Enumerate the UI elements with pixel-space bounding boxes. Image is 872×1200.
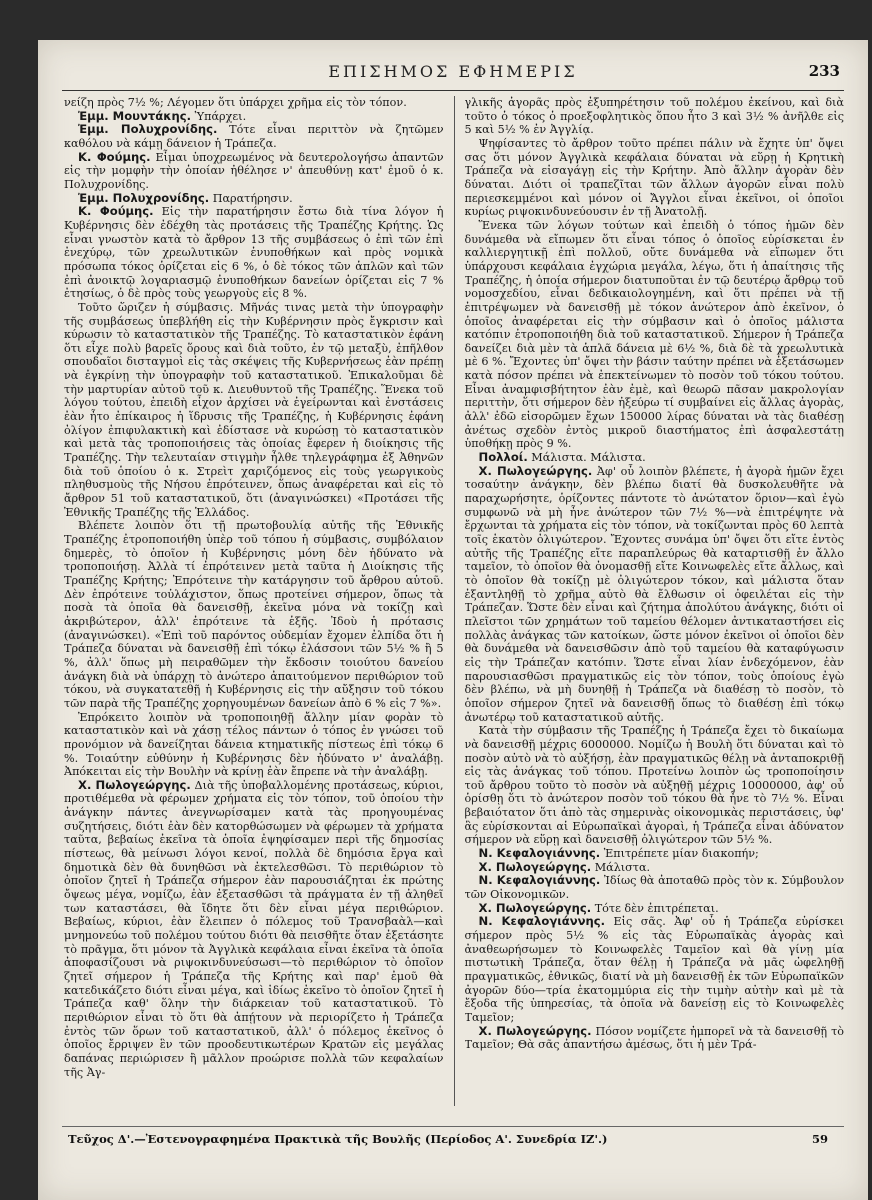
paragraph-text: Ἰδίως θὰ ἀποταθῶ πρὸς τὸν κ. Σύμβουλον τῶν Οἰκονομικῶν. [464,874,844,902]
paragraph [465,465,845,724]
column-divider [454,96,455,1106]
paragraph [465,96,845,137]
paragraph [465,724,845,847]
paragraph-text: Διὰ τῆς ὑποβαλλομένης προτάσεως, κύριοι, προτιθέμεθα νὰ φέρωμεν χρήματα εἰς τὸν τόπον, τοῦ ὁποίου τὴν ἀνάγκην πάντες ἀνεγνωρίσαμεν κατὰ τὰς προηγουμένας συζητήσεις, διότι ἐὰν δὲν κατορθώσωμεν νὰ φέρωμεν τὰ χρήματα ταῦτα, βεβαίως ἐκεῖνα τὰ ὁποῖα ἐψηφίσαμεν περὶ τῆς δημοσίας πίστεως, θὰ μείνωσι λόγοι κενοί, πολλὰ δὲ δημόσια ἔργα καὶ δημοτικὰ δὲν θὰ δυνηθῶσι νὰ ἐκτελεσθῶσι. Τὸ περιθώριον τὸ ὁποῖον ζητεῖ ἡ Τράπεζα σήμερον ἐὰν παρουσιάζηται ἐκ πρώτης ὄψεως μέγα, νομίζω, ἐὰν ἐξετασθῶσι τὰ πράγματα ἐν τῇ ἀληθεῖ των καταστάσει, θὰ ἴδητε ὅτι δὲν εἶναι μέγα περιθώριον. Βεβαίως, κύριοι, ἐὰν ἔλειπεν ὁ πόλεμος τοῦ Τρανσβαὰλ—καὶ μνημονεύω τοῦ πολέμου τούτου διότι θὰ πεισθῆτε ὅταν ἐξετάσητε τὸ πρᾶγμα, ὅτι μόνον τὰ Ἀγγλικὰ κεφάλαια εἶναι ἐκεῖνα τὰ ὁποῖα ἀποφασίζουσι νὰ ριψοκινδυνεύσωσι—τὸ περιθώριον τὸ ὁποῖον ζητεῖ σήμερον ἡ Τράπεζα τῆς Κρήτης καὶ παρ' ἐμοῦ θὰ κατεδικάζετο διότι εἶναι μέγα, καὶ ἰδίως ἐκεῖνο τὸ ὁποῖον ζητεῖ ἡ Τράπεζα καθ' ὅλην τὴν διάρκειαν τοῦ καταστατικοῦ. Τὸ περιθώριον εἶναι τὸ ὅτι θὰ ἀπῄτουν νὰ περιορίζετο ἡ Τράπεζα ἐντὸς τῶν ὅρων τοῦ καταστατικοῦ, ἀλλ' ὁ πόλεμος ἐκεῖνος ὁ ὁποῖος ἔρριψεν ἓν τῶν προοδευτικωτέρων Κρατῶν εἰς μεγάλας δαπάνας περιώρισεν ἢ μᾶλλον προώρισε πολλὰ τῶν κεφαλαίων τῆς Ἀγ- [64,778,444,1079]
paragraph-text: Ἐπιτρέπετε μίαν διακοπήν; [603,847,759,861]
paragraph-text: Πόσον νομίζετε ἠμπορεῖ νὰ τὰ δανεισθῇ τὸ Ταμεῖον; Θὰ σᾶς ἀπαντήσω ἀμέσως, ὅτι ἡ μὲν Τρά- [464,1024,844,1052]
left-column [64,96,444,1106]
page [38,40,868,1200]
paragraph-text: Ἀφ' οὗ λοιπὸν βλέπετε, ἡ ἀγορὰ ἡμῶν ἔχει τοσαύτην ἀνάγκην, δὲν βλέπω διατί θὰ δυσκολευθῆτε νὰ παραχωρήσητε, ὁρίζοντες πάντοτε τὸ ἀνώτατον ὅριον—καὶ ἐγὼ συμφωνῶ νὰ μὴ ἦνε ἀνώτερον τῶν 7½ %—νὰ ἐπιτρέψητε νὰ ἔρχωνται τὰ χρήματα εἰς τὸν τόπον, νὰ τοκίζωνται πρὸς 60 λεπτὰ τοῖς ἑκατὸν ὀλιγώτερον. Ἔχοντες συνάμα ὑπ' ὄψει ὅτι εἴτε ἐντὸς αὐτῆς τῆς Τραπέζης εἴτε παραπλεύρως θὰ καταρτισθῇ ἐν ἄλλο ταμεῖον, τὸ ὁποῖον θὰ ὀνομασθῇ εἴτε Κοινωφελὲς εἴτε ἄλλως, καὶ τὸ ὁποῖον θὰ τοκίζῃ μὲ ὀλιγώτερον τόκον, καὶ μάλιστα ὅταν ἐξαντληθῇ τὸ χρῆμα αὐτὸ θὰ ἔλθωσιν οἱ ὀφειλέται εἰς τὴν Τράπεζαν. Ὥστε δὲν εἶναι καὶ ζήτημα ἀπολύτου ἀνάγκης, διότι οἱ πλεῖστοι τῶν χρημάτων τοῦ ταμείου θέλομεν ἀντικαταστήσει εἰς πολλὰς ἀνάγκας τῶν κατοίκων, ὥστε μόνον ἐκεῖνοι οἱ ὁποῖοι δὲν θὰ δυνάμεθα νὰ δανεισθῶσιν ἀπὸ τοῦ ταμείου θὰ καταφύγωσιν εἰς τὴν Τράπεζαν κατόπιν. Ὥστε εἶναι λίαν ἐνδεχόμενον, ἐὰν παρουσιασθῶσι πραγματικῶς εἰς τὸν τόπον, τοὺς ὁποίους ἐγὼ δὲν βλέπω, νὰ μὴ δυνηθῇ ἡ Τράπεζα νὰ διαθέσῃ τὸ ποσὸν, τὸ ὁποῖον σήμερον ζητεῖ νὰ δανεισθῇ ὅπως τὸ διαθέσῃ ἐπὶ τόκῳ ἀνωτέρῳ τοῦ καταστατικοῦ αὐτῆς. [464,464,844,724]
paragraph [465,902,845,916]
speaker-name: Ἐμμ. Πολυχρονίδης. [78,190,210,205]
paragraph-text: Τότε δὲν ἐπιτρέπεται. [594,901,719,915]
paragraph [64,779,444,1079]
paragraph [64,301,444,520]
paragraph-text: Ἐπρόκειτο λοιπὸν νὰ τροποποιηθῇ ἄλλην μίαν φορὰν τὸ καταστατικὸν καὶ νὰ χάσῃ τέλος πάντων ὁ τόπος ἐν γνώσει τοῦ προνόμιον νὰ δανείζηται δάνεια κτηματικῆς πίστεως ἐπὶ τόκῳ 6 %. Τοιαύτην εὐθύνην ἡ Κυβέρνησις δὲν ἠδύνατο ν' ἀναλάβῃ. Ἀπόκειται εἰς τὴν Βουλὴν νὰ κρίνῃ ἐὰν ἔπρεπε νὰ τὴν ἀναλάβῃ. [64,710,444,779]
paragraph-text: Ὑπάρχει. [194,109,247,123]
text-columns [64,96,844,1106]
paragraph-text: Μάλιστα. Μάλιστα. [531,451,646,465]
right-column [465,96,845,1106]
paragraph-text: Μάλιστα. [594,860,651,874]
paragraph [64,711,444,779]
page-number: 233 [808,62,840,80]
paragraph [465,137,845,219]
paragraph-text: Τότε εἶναι περιττὸν νὰ ζητῶμεν καθόλου νὰ κάμῃ δάνειον ἡ Τράπεζα. [64,123,444,150]
paragraph-text: Εἰς τὴν παρατήρησιν ἔστω διὰ τίνα λόγον ἡ Κυβέρνησις δὲν ἐδέχθη τὰς προτάσεις τῆς Τραπέζης Κρήτης. Ὡς εἶναι γνωστὸν κατὰ τὸ ἄρθρον 13 τῆς συμβάσεως ὁ ἐπὶ τῶν ἐπὶ ἐνεχύρῳ, τῶν χρεωλυτικῶν ἐνυποθήκων καὶ πρὸς νομικὰ πρόσωπα τόκος ὁρίζεται εἰς 6 %, ὁ δὲ τόκος τῶν ἁπλῶν καὶ τῶν ἐπὶ ἀνοικτῷ λογαριασμῷ ἐνυποθήκων δανείων ὁρίζεται εἰς 7 % ἐτησίως, ὁ δὲ πρὸς τοὺς γεωργοὺς εἰς 8 %. [64,205,444,301]
speaker-name: Ν. Κεφαλογιάννης. [478,873,601,888]
speaker-name: Ν. Κεφαλογιάννης. [478,846,601,861]
paragraph [465,915,845,1024]
paragraph-text: Κατὰ τὴν σύμβασιν τῆς Τραπέζης ἡ Τράπεζα ἔχει τὸ δικαίωμα νὰ δανεισθῇ μέχρις 6000000. Νομίζω ἡ Βουλὴ ὅτι δύναται καὶ τὸ ποσὸν αὐτὸ νὰ τὸ αὐξήσῃ, ἐὰν πραγματικῶς θέλῃ νὰ ἀνταποκριθῇ εἰς τὰς ἀνάγκας τοῦ τόπου. Προτείνω λοιπὸν ὡς τροποποίησιν τοῦ ἄρθρου τοῦτο τὸ ποσὸν νὰ αὐξηθῇ μέχρις 10000000, ἀφ' οὗ ὁρίσθῃ ὅτι τὸ ἀνώτερον ποσὸν τοῦ τόκου θὰ ἦνε τὸ 7½ %. Εἶναι βεβαιότατον ὅτι ἀπὸ τὰς σημερινὰς οἰκονομικὰς περιστάσεις, ὑφ' ἃς εὑρίσκονται αἱ Εὐρωπαϊκαὶ ἀγοραὶ, ἡ Τράπεζα εἶναι ἀδύνατον σήμερον νὰ εὕρῃ καὶ δανεισθῇ ὀλιγώτερον τῶν 5½ %. [464,724,844,847]
paragraph [465,847,845,861]
paragraph [64,519,444,710]
paragraph [64,192,444,206]
paragraph-text: νείζη πρὸς 7½ %; Λέγομεν ὅτι ὑπάρχει χρῆμα εἰς τὸν τόπον. [64,96,407,109]
footer-issue-line: Τεῦχος Δ'.—Ἐστενογραφημένα Πρακτικὰ τῆς Βουλῆς (Περίοδος Α'. Συνεδρία ΙΖ'.) [68,1132,608,1146]
paragraph-text: Εἶμαι ὑποχρεωμένος νὰ δευτερολογήσω ἀπαντῶν εἰς τὴν μομφὴν τὴν ὁποίαν ἠθέλησε ν' ἀπευθύνῃ κατ' ἐμοῦ ὁ κ. Πολυχρονίδης. [64,150,444,191]
paragraph [465,861,845,875]
paragraph-text: γλικῆς ἀγορᾶς πρὸς ἐξυπηρέτησιν τοῦ πολέμου ἐκείνου, καὶ διὰ τοῦτο ὁ τόκος ὁ προεξοφλητικὸς ὅπου ἦτο 3 καὶ 3½ % ἀνῆλθε εἰς 5 καὶ 5½ % ἐν Ἀγγλίᾳ. [464,96,844,137]
paragraph-text: Ψηφίσαντες τὸ ἄρθρον τοῦτο πρέπει πάλιν νὰ ἔχητε ὑπ' ὄψει σας ὅτι μόνον Ἀγγλικὰ κεφάλαια δύναται νὰ εὕρῃ ἡ Κρητικὴ Τράπεζα νὰ εἰσαγάγῃ εἰς τὴν Κρήτην. Ἀπὸ ἄλλην ἀγορὰν δὲν δύναται. Διότι οἱ τραπεζῖται τῶν ἄλλων ἀγορῶν εἶναι πολὺ περιεσκεμμένοι καὶ μόνον οἱ Ἄγγλοι εἶναι ἐκεῖνοι, οἱ ὁποῖοι κυρίως ριψοκινδυνεύουσιν ἐν τῇ Ἀνατολῇ. [464,136,844,219]
paragraph [64,205,444,301]
paragraph [465,1025,845,1052]
speaker-name: Ἐμμ. Μουντάκης. [78,108,192,123]
paragraph [64,96,444,110]
paragraph-text: Παρατήρησιν. [212,191,293,205]
running-head [38,62,868,84]
speaker-name: Χ. Πωλογεώργης. [478,859,592,874]
paragraph [465,219,845,451]
header-rule [62,90,844,91]
paragraph [64,110,444,124]
paragraph-text: Ἕνεκα τῶν λόγων τούτων καὶ ἐπειδὴ ὁ τόπος ἡμῶν δὲν δυνάμεθα νὰ εἴπωμεν ὅτι εἶναι τόπος ὁ ὁποῖος εὑρίσκεται ἐν καλλιεργητικῇ ἐπὶ πολλοῦ, οὔτε δυνάμεθα νὰ εἴπωμεν ὅτι ὑπάρχουσι κεφάλαια ἐγχώρια μεγάλα, λέγω, ὅτι ἡ ἀπαίτησις τῆς Τραπέζης, ἡ ὁποία σήμερον διατυποῦται ἐν τῷ δευτέρῳ ἄρθρῳ τοῦ νομοσχεδίου, εἶναι δεδικαιολογημένη, καὶ ὅτι πρέπει νὰ τῇ ἐπιτρέψωμεν νὰ δανεισθῇ μὲ τόκον ἀνώτερον ἀπὸ ἐκεῖνον, ὁ ὁποῖος ἀναφέρεται εἰς τὴν σύμβασιν καὶ ὁ ὁποῖος μάλιστα κατόπιν ἐτροποποιήθη διὰ τοῦ καταστατικοῦ. Σήμερον ἡ Τράπεζα δανείζει διὰ μὲν τὰ ἁπλᾶ δάνεια μὲ 6½ %, διὰ δὲ τὰ χρεωλυτικὰ μὲ 6 %. Ἔχοντες ὑπ' ὄψει τὴν βάσιν ταύτην πρέπει νὰ ἐξετάσωμεν κατὰ πόσον πρέπει νὰ ἐπεκτείνωμεν τὸ ποσὸν τοῦ τόκου τούτου. Εἶναι ἀναμφισβήτητον ἐὰν ἐμὲ, καὶ θεωρῶ πᾶσαν μακρολογίαν περιττὴν, ὅτι σήμερον δὲν ἠξεύρω τί συμβαίνει εἰς ἄλλας ἀγορὰς, ἀλλ' ἐδῶ εἰσορῶμεν ἔχων 150000 λίρας δύναται νὰ τὰς διαθέσῃ ἀνέτως σχεδὸν ἐντὸς μικροῦ διαστήματος ἐπὶ ἀσφαλεστάτῃ ὑποθήκῃ πρὸς 9 %. [464,218,844,451]
paragraph [465,874,845,901]
speaker-name: Χ. Πωλογεώργης. [478,1023,592,1038]
speaker-name: Χ. Πωλογεώργης. [478,463,593,478]
speaker-name: Ν. Κεφαλογιάννης. [478,914,606,929]
speaker-name: Χ. Πωλογεώργης. [78,777,191,792]
speaker-name: Πολλοί. [478,450,528,465]
speaker-name: Κ. Φούμης. [78,149,151,164]
paragraph [465,451,845,465]
speaker-name: Κ. Φούμης. [78,204,154,219]
speaker-name: Ἐμμ. Πολυχρονίδης. [78,122,218,137]
paragraph [64,151,444,192]
footer-rule [62,1126,844,1127]
footer-sheet-number: 59 [811,1132,828,1146]
page-title: ΕΠΙΣΗΜΟΣ ΕΦΗΜΕΡΙΣ [328,62,578,81]
paragraph [64,123,444,150]
footer [68,1132,838,1152]
paragraph-text: Βλέπετε λοιπὸν ὅτι τῇ πρωτοβουλίᾳ αὐτῆς τῆς Ἐθνικῆς Τραπέζης ἐτροποποιήθη ὑπὲρ τοῦ τόπου ἡ σύμβασις, συμβόλαιον δημερὲς, τὸ ὁποῖον ἡ Κυβέρνησις μόνη δὲν ἠδύνατο νὰ τροποποιήσῃ. Ἀλλὰ τί ἐπρότεινεν μετὰ ταῦτα ἡ Διοίκησις τῆς Τραπέζης Κρήτης; Ἐπρότεινε τὴν κατάργησιν τοῦ ἄρθρου αὐτοῦ. Δὲν ἐπρότεινε τοὐλάχιστον, ὅπως προτείνει σήμερον, ὅπως τὰ ποσὰ τὰ ὁποῖα θὰ δανεισθῇ, ἐκεῖνα μόνα νὰ τοκίζῃ καὶ ἀκριβώτερον, ἀλλ' ἐπρότεινε τὰ ἑξῆς. Ἰδοὺ ἡ πρότασις (ἀναγινώσκει). «Ἐπὶ τοῦ παρόντος οὐδεμίαν ἔχομεν ἐλπίδα ὅτι ἡ Τράπεζα δύναται νὰ δανεισθῇ ἐπὶ τόκῳ ἐλάσσονι τῶν 5½ % ἢ 5 %, ἀλλ' ὅπως μὴ πειραθῶμεν τὴν ἔκδοσιν τοιούτου δανείου ἀνάγκη διὰ νὰ ὑπάρχῃ τὸ ἀνώτερο ἀπαιτούμενον περιθώριον τοῦ τόκου, νὰ συγκατατεθῇ ἡ Κυβέρνησις εἰς τὴν αὔξησιν τοῦ τόκου τῶν παρὰ τῆς Τραπέζης χορηγουμένων δανείων ἀπὸ 6 % εἰς 7 %». [64,519,444,710]
paragraph-text: Τοῦτο ὥριζεν ἡ σύμβασις. Μῆνάς τινας μετὰ τὴν ὑπογραφὴν τῆς συμβάσεως ὑπεβλήθη εἰς τὴν Κυβέρνησιν πρὸς ἔγκρισιν καὶ κύρωσιν τὸ καταστατικὸν τῆς Τραπέζης. Τὸ καταστατικὸν ἐφάνη ὅτι εἶχε πολὺ βαρεῖς ὅρους καὶ διὰ τοῦτο, ἐν τῷ μεταξὺ, ἐπῆλθον σπουδαῖοι δισταγμοὶ εἰς τὰς σκέψεις τῆς Κυβερνήσεως ἐὰν πρέπῃ νὰ ἐγκρίνῃ τὴν ὑπογραφὴν τοῦ καταστατικοῦ. Ἐπικαλοῦμαι δὲ τὴν μαρτυρίαν αὐτοῦ τοῦ κ. Διευθυντοῦ τῆς Τραπέζης. Ἕνεκα τοῦ λόγου τούτου, ἐπειδὴ εἶχον ἀρχίσει νὰ ἐγείρωνται καὶ ἐνστάσεις ἐὰν ἦτο ἐπίκαιρος ἡ ἵδρυσις τῆς Τραπέζης, ἡ Κυβέρνησις ἐφάνη ὀλίγον ἐπιφυλακτικὴ καὶ ἐδίστασε νὰ κυρώσῃ τὸ καταστατικὸν καὶ μετὰ τὰς τροποποιήσεις τὰς ὁποίας ἔφερεν ἡ διοίκησις τῆς Τραπέζης. Τὴν τελευταίαν στιγμὴν ἦλθε τηλεγράφημα ἐξ Ἀθηνῶν διὰ τοῦ ὁποίου ὁ κ. Στρεὶτ χαριζόμενος εἰς τοὺς γεωργικοὺς πληθυσμοὺς τῆς Νήσου ἐπρότεινεν, ὅπως ἀναφέρεται καὶ εἰς τὸ ἄρθρον 51 τοῦ καταστατικοῦ, ὅτι (ἀναγινώσκει) «Προτάσει τῆς Ἐθνικῆς Τραπέζης τῆς Ἑλλάδος. [64,300,444,519]
speaker-name: Χ. Πωλογεώργης. [478,900,592,915]
paragraph-text: Εἰς σᾶς. Ἀφ' οὗ ἡ Τράπεζα εὑρίσκει σήμερον πρὸς 5½ % εἰς τὰς Εὐρωπαϊκὰς ἀγορὰς καὶ ἀναθεωρήσωμεν τὸ Κοινωφελὲς Ταμεῖον καὶ θὰ γίνῃ μία πιστωτικὴ Τράπεζα, ὅταν θέλῃ ἡ Τράπεζα νὰ μᾶς ὠφεληθῇ πραγματικῶς, ἐθνικῶς, διατί νὰ μὴ δανεισθῇ ἐκ τῶν Εὐρωπαϊκῶν ἀγορῶν δύο—τρία ἑκατομμύρια εἰς τὴν τιμὴν αὐτὴν καὶ μὲ τὰ ἔξοδα τῆς ὑπηρεσίας, τὰ ὁποῖα νὰ δανείσῃ εἰς τὸ Κοινωφελὲς Ταμεῖον; [464,915,844,1024]
